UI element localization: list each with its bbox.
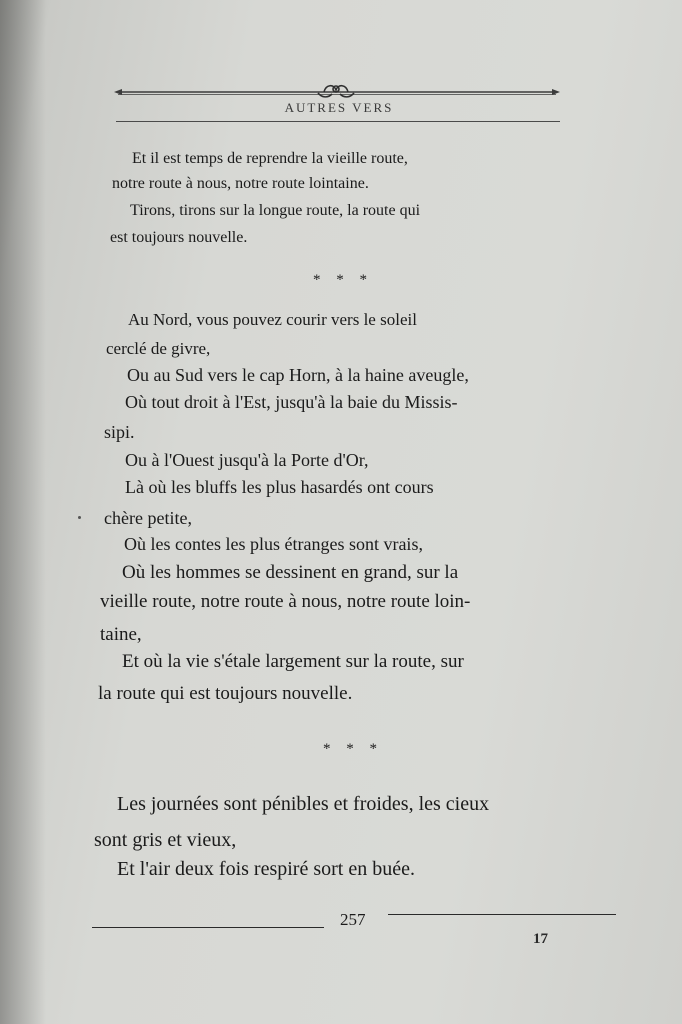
text-line: Et l'air deux fois respiré sort en buée. bbox=[117, 858, 415, 880]
text-line: Et où la vie s'étale largement sur la route, sur bbox=[122, 651, 464, 672]
text-line: Tirons, tirons sur la longue route, la route qui bbox=[130, 202, 421, 219]
paper-speck bbox=[78, 516, 81, 519]
section-separator: * * * bbox=[313, 272, 373, 288]
running-title: AUTRES VERS bbox=[284, 100, 394, 115]
text-line: Et il est temps de reprendre la vieille route, bbox=[132, 150, 408, 167]
text-line: Ou au Sud vers le cap Horn, à la haine aveugle, bbox=[127, 365, 469, 385]
text-line: Les journées sont pénibles et froides, les cieux bbox=[117, 793, 490, 815]
text-line: vieille route, notre route à nous, notre route loin- bbox=[100, 591, 471, 612]
text-line: Au Nord, vous pouvez courir vers le soleil bbox=[128, 310, 417, 329]
text-line: cerclé de givre, bbox=[106, 339, 211, 358]
section-separator: * * * bbox=[323, 741, 383, 757]
text-line: est toujours nouvelle. bbox=[110, 229, 248, 246]
text-line: Ou à l'Ouest jusqu'à la Porte d'Or, bbox=[125, 450, 369, 470]
title-rule bbox=[116, 121, 560, 122]
text-line: chère petite, bbox=[104, 508, 192, 528]
text-line: sipi. bbox=[104, 422, 135, 442]
flourish-icon bbox=[318, 86, 354, 97]
text-line: taine, bbox=[100, 624, 142, 645]
page-number: 257 bbox=[340, 910, 366, 929]
text-line: Où les contes les plus étranges sont vrais, bbox=[124, 534, 423, 554]
text-line: la route qui est toujours nouvelle. bbox=[98, 683, 353, 704]
page-gutter-shadow bbox=[0, 0, 46, 1024]
footer-rule-right bbox=[388, 914, 616, 915]
text-line: Où tout droit à l'Est, jusqu'à la baie du Missis- bbox=[125, 392, 458, 412]
footer-rule-left bbox=[92, 927, 324, 928]
text-line: Où les hommes se dessinent en grand, sur la bbox=[122, 562, 459, 583]
text-line: Là où les bluffs les plus hasardés ont cours bbox=[125, 477, 434, 497]
signature-mark: 17 bbox=[533, 931, 548, 947]
header-ornament bbox=[112, 80, 562, 100]
text-line: sont gris et vieux, bbox=[94, 829, 237, 851]
text-line: notre route à nous, notre route lointaine. bbox=[112, 175, 369, 192]
